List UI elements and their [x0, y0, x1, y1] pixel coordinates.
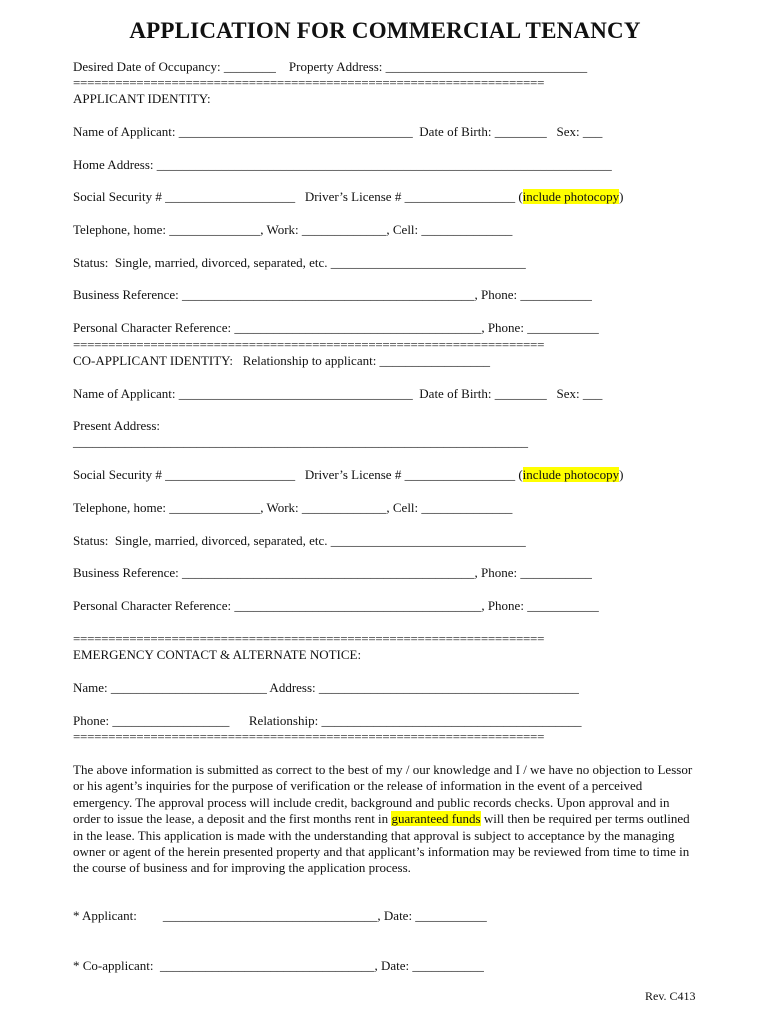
separator: =================================================================== — [73, 631, 545, 646]
property-address-field[interactable]: Property Address: _______________________________ — [288, 59, 588, 74]
emergency-name-address-field[interactable]: Name: ________________________ Address: ________________________________________ — [73, 680, 579, 695]
coapplicant-license-field[interactable]: Driver’s License # _________________ ( — [304, 467, 523, 482]
applicant-dob-field[interactable]: Date of Birth: ________ — [419, 124, 547, 139]
emergency-phone-field[interactable]: Phone: __________________ — [73, 713, 230, 728]
applicant-ssn-field[interactable]: Social Security # ____________________ — [73, 189, 296, 204]
coapplicant-signature-field[interactable]: * Co-applicant: _________________________________, Date: ___________ — [73, 958, 484, 973]
statement-text: The above information is submitted as correct to the best of my / our knowledge and I / we have no objection to Lessor or his agent’s inquiries for the purpose of verification or the release of information in the event of a perceived emergency. The approval process will include credit, background and public records checks. Upon approval and in order to issue the lease, a deposit and the first months rent in — [73, 762, 693, 827]
applicant-license-field[interactable]: Driver’s License # _________________ ( — [304, 189, 523, 204]
coapplicant-name-row — [73, 386, 602, 402]
revision-code: Rev. C413 — [645, 989, 696, 1003]
applicant-name-field[interactable]: Name of Applicant: ____________________________________ — [73, 124, 413, 139]
applicant-telephone-field[interactable]: Telephone, home: ______________, Work: _____________, Cell: ______________ — [73, 222, 513, 237]
emergency-relationship-field[interactable]: Relationship: ________________________________________ — [248, 713, 582, 728]
coapplicant-present-address-label: Present Address: — [73, 418, 161, 433]
coapplicant-status-field[interactable]: Status: Single, married, divorced, separated, etc. ______________________________ — [73, 533, 526, 548]
separator: =================================================================== — [73, 337, 545, 352]
coapplicant-present-address-field[interactable]: ______________________________________________________________________ — [73, 434, 528, 449]
close-paren: ) — [619, 189, 624, 204]
form-title: APPLICATION FOR COMMERCIAL TENANCY — [129, 18, 641, 43]
applicant-business-ref-field[interactable]: Business Reference: _____________________________________________, Phone: ___________ — [73, 287, 592, 302]
occupancy-row — [73, 59, 587, 75]
separator: =================================================================== — [73, 75, 545, 90]
statement-text-end: will then be required per terms outlined in the lease. This application is made with the understanding that approval is subject to acceptance by the managing owner or agent of the herein presented property and that applicant’s information may be reviewed from time to time in the course of business and for improving the application process. — [73, 811, 690, 876]
applicant-id-row — [73, 189, 623, 205]
separator: =================================================================== — [73, 729, 545, 744]
applicant-signature-field[interactable]: * Applicant: _________________________________, Date: ___________ — [73, 908, 487, 923]
coapplicant-heading[interactable]: CO-APPLICANT IDENTITY: Relationship to applicant: _________________ — [73, 353, 491, 368]
guaranteed-funds-highlight: guaranteed funds — [391, 811, 481, 827]
photocopy-note: include photocopy — [522, 189, 620, 204]
coapplicant-name-field[interactable]: Name of Applicant: ____________________________________ — [73, 386, 413, 401]
emergency-heading: EMERGENCY CONTACT & ALTERNATE NOTICE: — [73, 647, 362, 662]
applicant-status-field[interactable]: Status: Single, married, divorced, separated, etc. ______________________________ — [73, 255, 526, 270]
applicant-personal-ref-field[interactable]: Personal Character Reference: ______________________________________, Phone: ___________ — [73, 320, 599, 335]
coapplicant-id-row — [73, 467, 623, 483]
coapplicant-business-ref-field[interactable]: Business Reference: _____________________________________________, Phone: ___________ — [73, 565, 592, 580]
coapplicant-telephone-field[interactable]: Telephone, home: ______________, Work: _____________, Cell: ______________ — [73, 500, 513, 515]
applicant-sex-field[interactable]: Sex: ___ — [556, 124, 603, 139]
occupancy-field[interactable]: Desired Date of Occupancy: ________ — [73, 59, 276, 74]
applicant-home-address-field[interactable]: Home Address: ______________________________________________________________________ — [73, 157, 612, 172]
coapplicant-sex-field[interactable]: Sex: ___ — [556, 386, 603, 401]
coapplicant-dob-field[interactable]: Date of Birth: ________ — [419, 386, 547, 401]
applicant-heading: APPLICANT IDENTITY: — [73, 91, 211, 106]
close-paren: ) — [619, 467, 624, 482]
photocopy-note: include photocopy — [522, 467, 620, 482]
coapplicant-personal-ref-field[interactable]: Personal Character Reference: ______________________________________, Phone: ___________ — [73, 598, 599, 613]
statement-paragraph — [73, 762, 698, 877]
applicant-name-row — [73, 124, 602, 140]
coapplicant-ssn-field[interactable]: Social Security # ____________________ — [73, 467, 296, 482]
emergency-phone-row — [73, 713, 581, 729]
